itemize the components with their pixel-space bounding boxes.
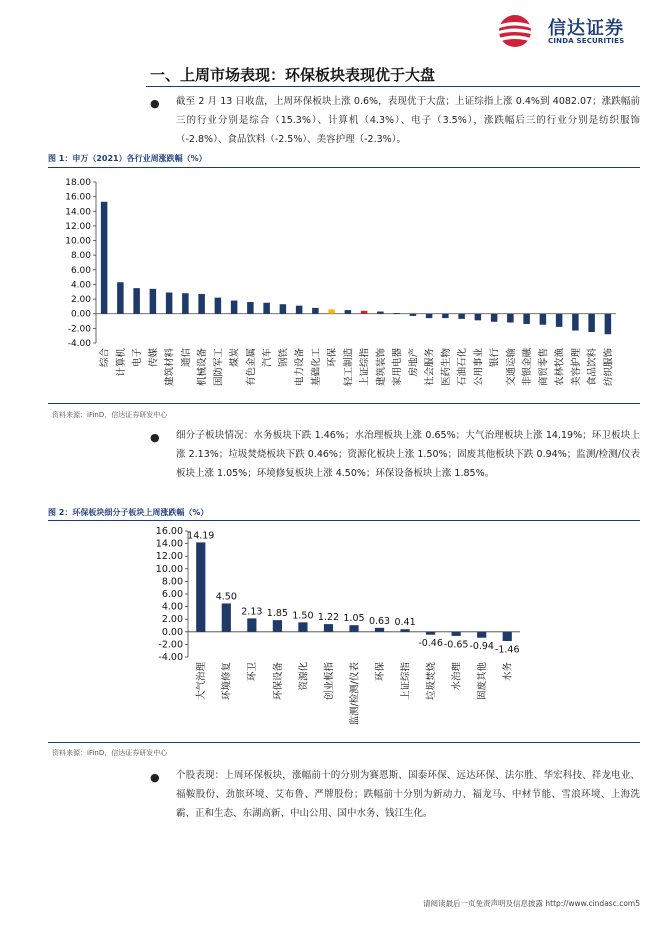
x-category-label: 环保	[327, 348, 339, 368]
bar	[375, 628, 384, 632]
y-tick-label: 0.00	[70, 309, 91, 320]
x-category-label: 上证综指	[400, 662, 412, 701]
x-category-label: 创业板指	[323, 662, 335, 701]
x-category-label: 建筑装饰	[375, 348, 387, 387]
cinda-logo-icon	[486, 14, 544, 48]
bar	[452, 632, 461, 636]
x-category-label: 房地产	[408, 348, 420, 377]
bar	[182, 293, 189, 313]
x-category-label: 美容护理	[570, 348, 582, 387]
bar-value-label: 14.19	[187, 530, 215, 542]
y-tick-label: 0.00	[161, 626, 183, 638]
figure-1-title: 图 1：申万（2021）各行业周涨跌幅（%）	[48, 154, 207, 163]
bar	[605, 314, 612, 334]
bar-value-label: 0.63	[368, 615, 391, 627]
bar	[458, 314, 465, 319]
y-tick-label: 12.00	[65, 221, 91, 232]
bar	[312, 308, 319, 314]
x-category-label: 银行	[489, 348, 501, 368]
x-category-label: 非银金融	[522, 347, 534, 387]
bar	[222, 603, 231, 631]
footer-disclaimer: 请阅读最后一页免责声明及信息披露 http://www.cindasc.com5	[423, 899, 640, 908]
x-category-label: 建筑材料	[164, 348, 176, 387]
bar-value-label: -0.94	[469, 641, 494, 653]
x-category-label: 石油石化	[457, 348, 469, 387]
y-tick-label: 8.00	[161, 576, 183, 588]
bar	[503, 632, 512, 641]
company-logo	[486, 14, 646, 48]
y-tick-label: 6.00	[70, 265, 91, 276]
x-category-label: 食品饮料	[587, 348, 599, 387]
y-tick-label: -4.00	[67, 339, 91, 349]
logo-english-text: CINDA SECURITIES	[548, 37, 625, 45]
bar	[196, 542, 205, 631]
x-category-label: 环保	[374, 662, 386, 682]
x-category-label: 轻工制造	[343, 348, 355, 387]
subsector-weekly-change-chart	[48, 522, 640, 740]
bar	[101, 202, 108, 314]
bar	[361, 311, 368, 314]
bar	[523, 314, 530, 324]
logo-chinese-text: 信达证券	[548, 18, 624, 39]
bar	[393, 313, 400, 314]
bar	[215, 298, 222, 314]
x-category-label: 交通运输	[505, 348, 517, 387]
x-category-label: 环卫	[247, 662, 259, 682]
bar-value-label: -1.46	[494, 644, 520, 656]
bar	[345, 310, 352, 314]
x-category-label: 农林牧渔	[554, 348, 566, 387]
y-tick-label: 4.00	[70, 280, 91, 291]
y-tick-label: 6.00	[161, 589, 183, 600]
bar	[263, 303, 270, 314]
bar	[491, 314, 498, 322]
bar-value-label: 1.85	[266, 608, 288, 620]
paragraph-stock-summary: 个股表现：上周环保板块，涨幅前十的分别为赛恩斯、国泰环保、远达环保、法尔胜、华宏科技、祥龙电业、福鞍股份、劲旅环境、艾布鲁、严牌股份；跌幅前十分别为新动力、福龙马、中材节能、雪浪环境、上海洗霸、正和生态、东湖高新、中山公用、国中水务、钱江生化。	[176, 770, 640, 819]
bar	[572, 314, 579, 331]
figure-1-source: 资料来源：iFinD，信达证券研发中心	[52, 411, 168, 419]
bullet-market-summary	[150, 92, 640, 149]
x-category-label: 水务	[502, 662, 514, 682]
x-category-label: 钢铁	[278, 348, 290, 368]
x-category-label: 汽车	[262, 348, 274, 368]
x-category-label: 社会服务	[424, 348, 436, 387]
y-tick-label: -4.00	[158, 652, 183, 663]
x-category-label: 商贸零售	[538, 347, 550, 387]
bar	[328, 309, 335, 313]
y-tick-label: 12.00	[155, 551, 183, 563]
x-category-label: 垃圾焚烧	[426, 662, 438, 701]
bar	[426, 314, 433, 318]
x-category-label: 环境修复	[221, 662, 233, 701]
x-category-label: 固废其他	[477, 662, 489, 701]
x-category-label: 煤炭	[229, 348, 241, 368]
bar	[231, 301, 238, 314]
bar-value-label: 2.13	[241, 606, 263, 618]
x-category-label: 纺织服饰	[603, 348, 615, 387]
x-category-label: 水治理	[451, 662, 463, 691]
y-tick-label: 10.00	[155, 563, 183, 575]
bar	[426, 632, 435, 635]
figure-2-title: 图 2：环保板块细分子板块上周涨跌幅（%）	[48, 508, 209, 517]
x-category-label: 基础化工	[310, 348, 322, 387]
bar	[150, 289, 157, 314]
bar	[377, 312, 384, 314]
x-category-label: 资源化	[298, 662, 310, 691]
bar	[273, 620, 282, 632]
bar	[400, 629, 409, 632]
bar	[133, 288, 140, 314]
x-category-label: 国防军工	[213, 348, 225, 387]
bar	[280, 304, 287, 314]
y-tick-label: 16.00	[65, 192, 91, 203]
y-tick-label: 14.00	[65, 207, 91, 218]
y-tick-label: 8.00	[70, 251, 91, 262]
x-category-label: 电力设备	[294, 348, 306, 387]
y-tick-label: -2.00	[67, 324, 91, 335]
y-tick-label: 4.00	[161, 601, 183, 613]
bullet-subsector-summary	[150, 426, 640, 483]
x-category-label: 电子	[132, 348, 144, 368]
bar	[324, 624, 333, 632]
bar-value-label: 1.05	[343, 613, 365, 625]
bar-value-label: -0.46	[418, 638, 443, 650]
x-category-label: 监测/检测/仪表	[349, 662, 361, 726]
bar-value-label: 1.50	[292, 610, 314, 622]
bar	[507, 314, 514, 323]
x-category-label: 机械设备	[197, 348, 209, 387]
bullet-icon: ●	[150, 431, 160, 444]
bar	[296, 306, 303, 314]
y-tick-label: 10.00	[65, 236, 91, 247]
bar	[475, 314, 482, 321]
bar	[247, 302, 254, 314]
bar-value-label: 1.22	[317, 612, 340, 624]
figure-1-bottom-rule	[48, 403, 640, 404]
bar	[477, 632, 486, 638]
x-category-label: 环保设备	[272, 662, 284, 701]
figure-2-top-rule	[48, 520, 640, 521]
y-tick-label: 2.00	[161, 614, 183, 626]
bullet-icon: ●	[150, 771, 160, 784]
bar	[198, 294, 205, 314]
x-category-label: 有色金属	[245, 348, 257, 387]
x-category-label: 通信	[180, 348, 192, 368]
figure-1-top-rule	[48, 167, 640, 168]
figure-2-source: 资料来源：iFinD，信达证券研发中心	[52, 749, 168, 757]
figure-2-bottom-rule	[48, 742, 640, 743]
section-title: 一、上周市场表现：环保板块表现优于大盘	[150, 66, 436, 84]
x-category-label: 综合	[99, 348, 111, 368]
bar	[540, 314, 547, 325]
x-category-label: 上证综指	[359, 348, 371, 387]
x-category-label: 大气治理	[196, 662, 208, 701]
y-tick-label: 14.00	[155, 538, 183, 550]
bullet-stock-summary	[150, 766, 640, 823]
y-tick-label: 16.00	[155, 526, 183, 537]
industry-weekly-change-chart	[48, 170, 640, 400]
x-category-label: 传媒	[148, 348, 160, 368]
x-category-label: 公用事业	[473, 348, 485, 387]
bar	[349, 625, 358, 632]
bar	[588, 314, 595, 332]
paragraph-subsector-summary: 细分子板块情况：水务板块下跌 1.46%；水治理板块上涨 0.65%；大气治理板块上涨 14.19%；环卫板块上涨 2.13%；垃圾焚烧板块下跌 0.46%；资源化板块上涨 1.50%；固废其他板块下跌 0.94%；监测/检测/仪表板块上涨 1.05%；环境修复板块上涨 4.50%；环保设备板块上涨 1.85%。	[176, 430, 640, 479]
bullet-icon: ●	[150, 97, 160, 110]
bar-value-label: 0.41	[394, 617, 416, 629]
y-tick-label: 18.00	[65, 178, 91, 188]
bar	[298, 622, 307, 631]
x-category-label: 医药生物	[440, 348, 452, 387]
y-tick-label: -2.00	[158, 639, 183, 651]
bar	[247, 618, 256, 631]
bar	[556, 314, 563, 327]
bar-value-label: 4.50	[215, 591, 237, 603]
bar-value-label: -0.65	[443, 639, 469, 651]
title-divider	[146, 86, 640, 87]
x-category-label: 计算机	[115, 348, 127, 377]
bar	[442, 314, 449, 318]
x-category-label: 家用电器	[392, 348, 404, 387]
bar	[117, 282, 124, 313]
bar	[410, 314, 417, 316]
paragraph-market-summary: 截至 2 月 13 日收盘，上周环保板块上涨 0.6%，表现优于大盘；上证综指上涨 0.4%到 4082.07；涨跌幅前三的行业分别是综合（15.3%）、计算机（4.3%）、电子（3.5%），涨跌幅后三的行业分别是纺织服饰（-2.8%）、食品饮料（-2.5%）、美容护理（-2.3%）。	[176, 96, 640, 145]
y-tick-label: 2.00	[70, 295, 91, 306]
bar	[166, 293, 173, 314]
